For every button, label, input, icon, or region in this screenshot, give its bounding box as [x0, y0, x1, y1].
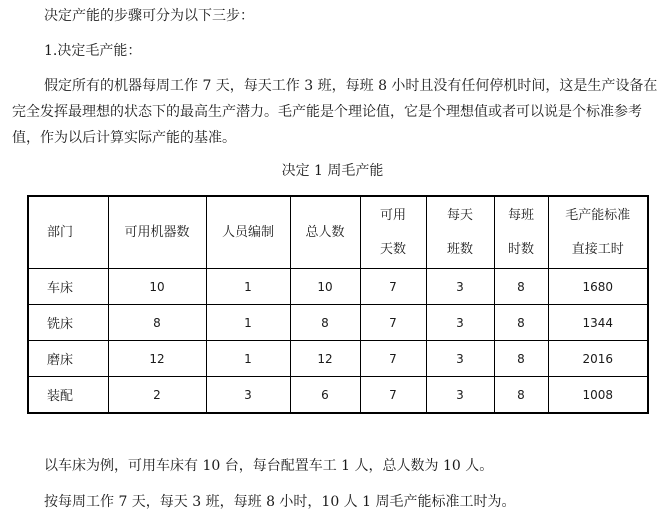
header-total-people: 总人数 — [290, 196, 360, 269]
table-cell: 8 — [108, 305, 206, 341]
table-cell: 3 — [426, 305, 494, 341]
step-heading: 1.决定毛产能： — [44, 43, 142, 59]
table-header-row — [28, 196, 648, 269]
capacity-table — [27, 195, 649, 414]
table-row — [28, 341, 648, 377]
table-cell: 7 — [360, 341, 426, 377]
table-cell: 1 — [206, 269, 290, 305]
table-cell: 8 — [494, 341, 548, 377]
intro-line: 决定产能的步骤可分为以下三步： — [44, 8, 254, 24]
header-dept: 部门 — [28, 196, 108, 269]
table-cell: 铣床 — [28, 305, 108, 341]
table-cell: 8 — [290, 305, 360, 341]
table-cell: 12 — [290, 341, 360, 377]
table-row — [28, 305, 648, 341]
table-row — [28, 269, 648, 305]
header-staffing: 人员编制 — [206, 196, 290, 269]
table-row — [28, 377, 648, 414]
header-gross-hours: 毛产能标准 直接工时 — [548, 196, 648, 269]
table-cell: 12 — [108, 341, 206, 377]
table-cell: 6 — [290, 377, 360, 414]
table-cell: 装配 — [28, 377, 108, 414]
header-hours: 每班 时数 — [494, 196, 548, 269]
table-cell: 8 — [494, 269, 548, 305]
table-cell: 10 — [290, 269, 360, 305]
table-cell: 7 — [360, 377, 426, 414]
table-cell: 10 — [108, 269, 206, 305]
table-cell: 3 — [426, 269, 494, 305]
table-cell: 磨床 — [28, 341, 108, 377]
table-cell: 1344 — [548, 305, 648, 341]
table-cell: 1008 — [548, 377, 648, 414]
calculation-note: 按每周工作 7 天，每天 3 班，每班 8 小时，10 人 1 周毛产能标准工时为。 — [44, 494, 516, 510]
body-paragraph: 假定所有的机器每周工作 7 天，每天工作 3 班，每班 8 小时且没有任何停机时间，这是生产设备在完全发挥最理想的状态下的最高生产潜力。毛产能是个理论值，它是个理想值或者可以说是个标准参考值，作为以后计算实际产能的基准。 — [12, 78, 658, 146]
header-days: 可用 天数 — [360, 196, 426, 269]
table-cell: 1 — [206, 341, 290, 377]
table-cell: 3 — [426, 377, 494, 414]
table-cell: 3 — [206, 377, 290, 414]
table-cell: 3 — [426, 341, 494, 377]
example-note: 以车床为例，可用车床有 10 台，每台配置车工 1 人，总人数为 10 人。 — [44, 458, 494, 474]
header-shifts: 每天 班数 — [426, 196, 494, 269]
table-cell: 7 — [360, 305, 426, 341]
table-cell: 8 — [494, 377, 548, 414]
table-cell: 2 — [108, 377, 206, 414]
table-cell: 7 — [360, 269, 426, 305]
table-cell: 车床 — [28, 269, 108, 305]
table-cell: 1 — [206, 305, 290, 341]
table-cell: 1680 — [548, 269, 648, 305]
table-cell: 2016 — [548, 341, 648, 377]
table-caption: 决定 1 周毛产能 — [281, 163, 384, 179]
table-cell: 8 — [494, 305, 548, 341]
header-machines: 可用机器数 — [108, 196, 206, 269]
